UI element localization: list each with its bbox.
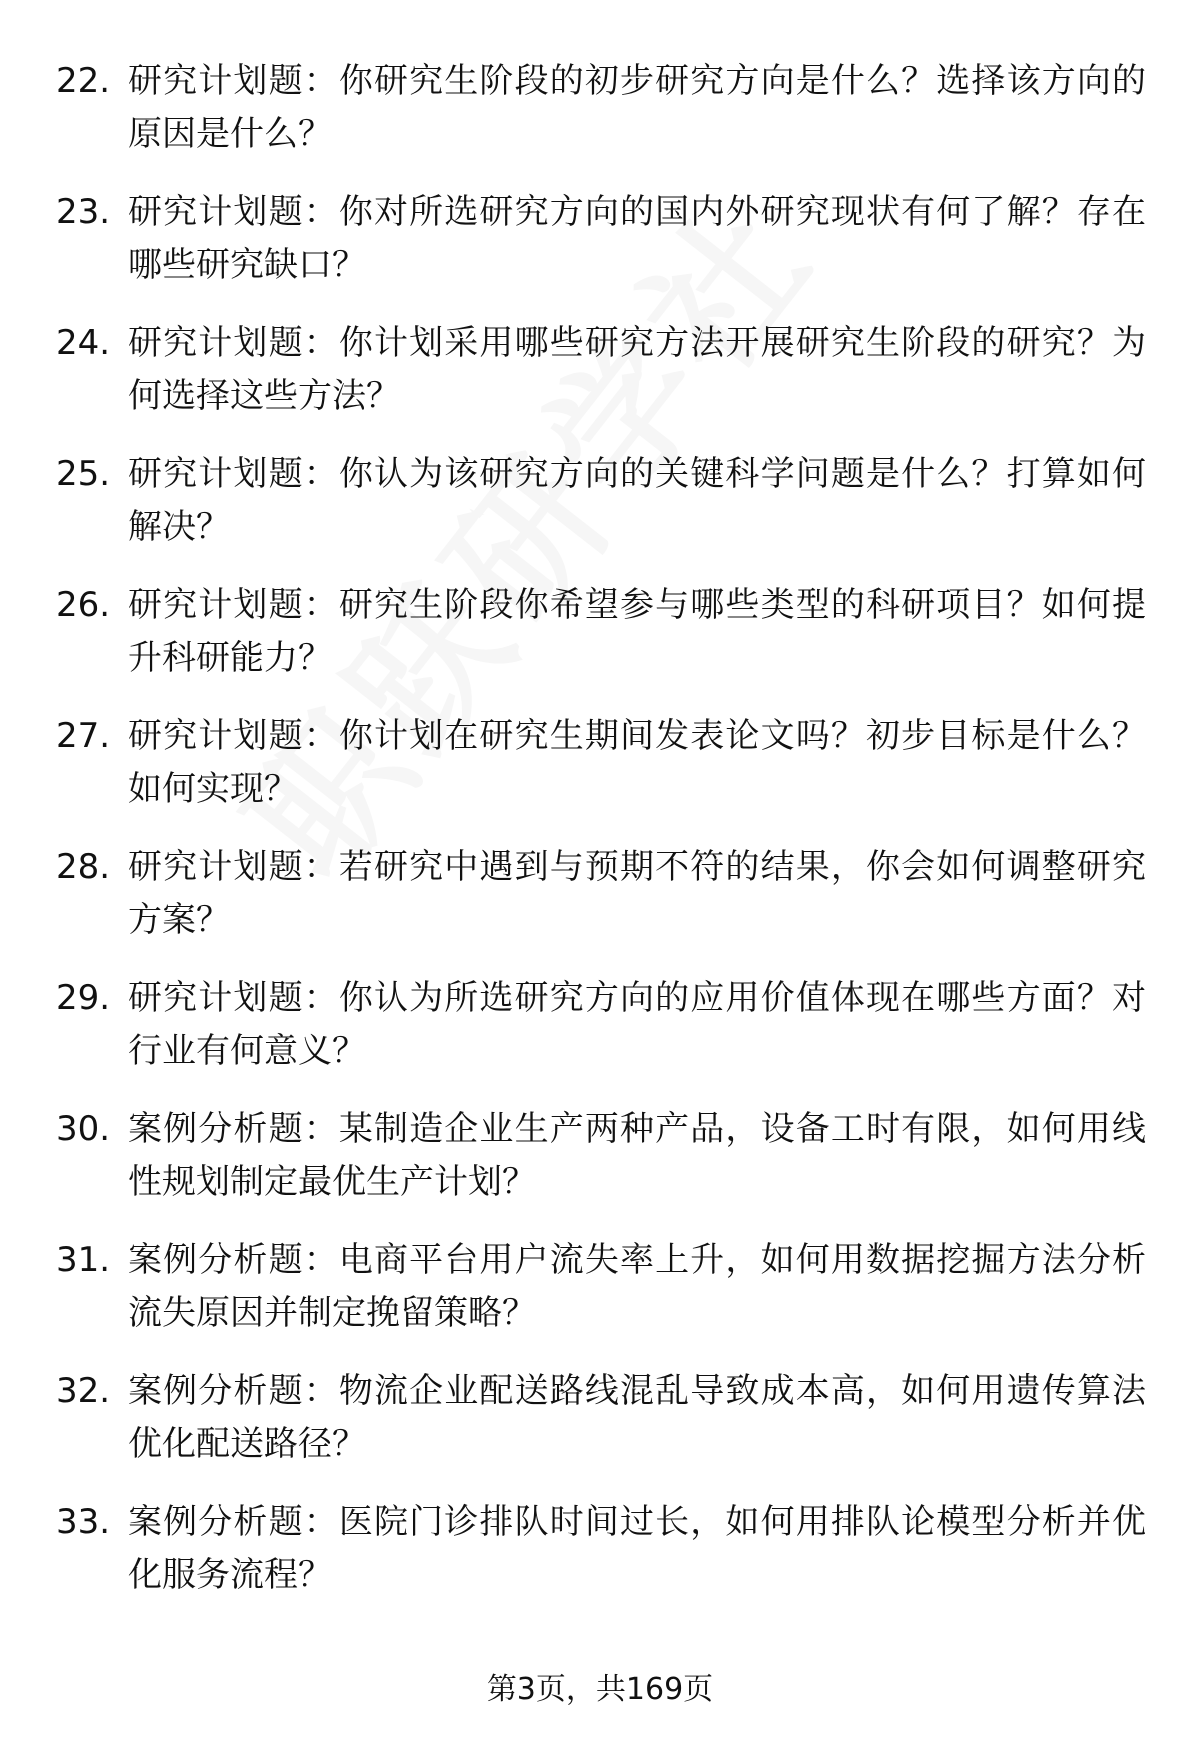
- question-item: [0, 55, 1200, 186]
- question-number: 28.: [56, 847, 111, 887]
- page-footer: 第3页，共169页: [486, 1672, 714, 1707]
- question-item: [0, 841, 1200, 972]
- question-number: 30.: [56, 1109, 111, 1149]
- question-text: 研究计划题：你认为该研究方向的关键科学问题是什么？打算如何解决？: [128, 454, 1146, 547]
- question-number: 32.: [56, 1371, 111, 1411]
- question-item: [0, 579, 1200, 710]
- question-number: 22.: [56, 61, 111, 101]
- question-number: 29.: [56, 978, 111, 1018]
- question-number: 27.: [56, 716, 111, 756]
- question-number: 25.: [56, 454, 111, 494]
- question-item: [0, 1496, 1200, 1627]
- question-text: 研究计划题：研究生阶段你希望参与哪些类型的科研项目？如何提升科研能力？: [128, 585, 1146, 678]
- question-text: 研究计划题：你研究生阶段的初步研究方向是什么？选择该方向的原因是什么？: [128, 61, 1146, 154]
- question-text: 研究计划题：你计划在研究生期间发表论文吗？初步目标是什么？如何实现？: [128, 716, 1146, 809]
- question-text: 研究计划题：若研究中遇到与预期不符的结果，你会如何调整研究方案？: [128, 847, 1146, 940]
- question-item: [0, 710, 1200, 841]
- question-text: 研究计划题：你计划采用哪些研究方法开展研究生阶段的研究？为何选择这些方法？: [128, 323, 1146, 416]
- question-number: 23.: [56, 192, 111, 232]
- question-number: 26.: [56, 585, 111, 625]
- question-text: 研究计划题：你认为所选研究方向的应用价值体现在哪些方面？对行业有何意义？: [128, 978, 1146, 1071]
- question-item: [0, 1365, 1200, 1496]
- question-item: [0, 186, 1200, 317]
- question-item: [0, 1103, 1200, 1234]
- question-item: [0, 317, 1200, 448]
- question-text: 案例分析题：某制造企业生产两种产品，设备工时有限，如何用线性规划制定最优生产计划？: [128, 1109, 1146, 1202]
- question-text: 案例分析题：电商平台用户流失率上升，如何用数据挖掘方法分析流失原因并制定挽留策略？: [128, 1240, 1146, 1333]
- question-text: 研究计划题：你对所选研究方向的国内外研究现状有何了解？存在哪些研究缺口？: [128, 192, 1146, 285]
- question-list: [0, 55, 1200, 1627]
- question-number: 24.: [56, 323, 111, 363]
- question-item: [0, 972, 1200, 1103]
- question-item: [0, 448, 1200, 579]
- question-number: 33.: [56, 1502, 111, 1542]
- question-number: 31.: [56, 1240, 111, 1280]
- question-text: 案例分析题：医院门诊排队时间过长，如何用排队论模型分析并优化服务流程？: [128, 1502, 1146, 1595]
- question-item: [0, 1234, 1200, 1365]
- question-text: 案例分析题：物流企业配送路线混乱导致成本高，如何用遗传算法优化配送路径？: [128, 1371, 1146, 1464]
